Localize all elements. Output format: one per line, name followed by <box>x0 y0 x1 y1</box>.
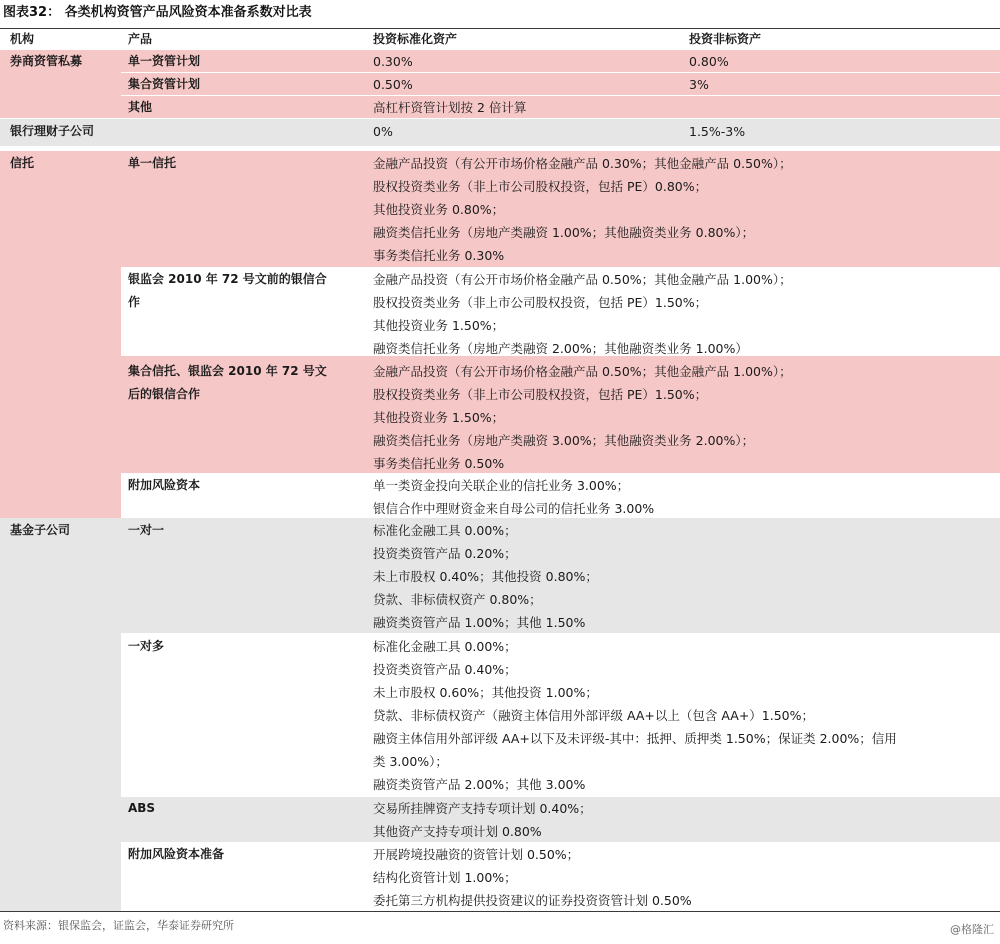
product-trust-pre72-cont: 作 <box>128 295 141 309</box>
trust-post72-line: 事务类信托业务 0.50% <box>373 456 505 471</box>
fund-one-to-one-line: 未上市股权 0.40%；其他投资 0.80%； <box>373 569 598 584</box>
fund-one-to-many-line: 融资类资管产品 2.00%；其他 3.00% <box>373 777 586 792</box>
value-broker-single-std: 0.30% <box>373 54 413 69</box>
table-bottom-rule <box>0 911 1000 912</box>
trust-single-line: 事务类信托业务 0.30% <box>373 248 505 263</box>
product-trust-post72-cont: 后的银信合作 <box>128 387 201 401</box>
trust-pre72-line: 股权投资类业务（非上市公司股权投资，包括 PE）1.50%； <box>373 295 708 310</box>
institution-fund: 基金子公司 <box>10 523 71 537</box>
trust-pre72-line: 融资类信托业务（房地产类融资 2.00%；其他融资类业务 1.00%） <box>373 341 748 356</box>
header-product: 产品 <box>128 32 153 46</box>
value-broker-other-note: 高杠杆资管计划按 2 倍计算 <box>373 100 527 115</box>
trust-post72-line: 融资类信托业务（房地产类融资 3.00%；其他融资类业务 2.00%）； <box>373 433 755 448</box>
table-caption: 图表32： 各类机构资管产品风险资本准备系数对比表 <box>3 5 312 20</box>
value-bank-nonstd: 1.5%-3% <box>689 124 746 139</box>
fund-abs-line: 其他资产支持专项计划 0.80% <box>373 824 542 839</box>
product-broker-collective: 集合资管计划 <box>128 77 201 91</box>
trust-pre72-line: 其他投资业务 1.50%； <box>373 318 505 333</box>
fund-one-to-one-line: 融资类资管产品 1.00%；其他 1.50% <box>373 615 586 630</box>
product-fund-one-to-many: 一对多 <box>128 639 165 653</box>
fund-one-to-many-line: 贷款、非标债权资产（融资主体信用外部评级 AA+以上（包含 AA+）1.50%； <box>373 708 815 723</box>
fund-one-to-one-line: 标准化金融工具 0.00%； <box>373 523 517 538</box>
product-trust-pre72: 银监会 2010 年 72 号文前的银信合 <box>128 272 327 286</box>
trust-post72-line: 金融产品投资（有公开市场价格金融产品 0.50%；其他金融产品 1.00%）； <box>373 364 792 379</box>
institution-trust: 信托 <box>10 156 35 170</box>
trust-single-line: 其他投资业务 0.80%； <box>373 202 505 217</box>
trust-pre72-line: 金融产品投资（有公开市场价格金融产品 0.50%；其他金融产品 1.00%）； <box>373 272 792 287</box>
fund-addon-line: 结构化资管计划 1.00%； <box>373 870 517 885</box>
product-trust-post72: 集合信托、银监会 2010 年 72 号文 <box>128 364 327 378</box>
fund-one-to-many-line: 未上市股权 0.60%；其他投资 1.00%； <box>373 685 598 700</box>
trust-single-line: 融资类信托业务（房地产类融资 1.00%；其他融资类业务 0.80%）； <box>373 225 755 240</box>
value-broker-collective-std: 0.50% <box>373 77 413 92</box>
trust-post72-line: 股权投资类业务（非上市公司股权投资，包括 PE）1.50%； <box>373 387 708 402</box>
fund-addon-line: 开展跨境投融资的资管计划 0.50%； <box>373 847 580 862</box>
product-trust-addon: 附加风险资本 <box>128 478 201 492</box>
institution-bank: 银行理财子公司 <box>10 124 95 138</box>
value-bank-std: 0% <box>373 124 393 139</box>
source-note: 资料来源：银保监会，证监会，华泰证券研究所 <box>3 919 234 932</box>
trust-single-line: 金融产品投资（有公开市场价格金融产品 0.30%；其他金融产品 0.50%）； <box>373 156 792 171</box>
product-trust-single: 单一信托 <box>128 156 177 170</box>
fund-one-to-many-line: 投资类资管产品 0.40%； <box>373 662 517 677</box>
bank-section <box>0 119 1000 146</box>
trust-addon-line: 银信合作中理财资金来自母公司的信托业务 3.00% <box>373 501 655 516</box>
fund-one-to-one-line: 贷款、非标债权资产 0.80%； <box>373 592 542 607</box>
table-header <box>0 28 1000 51</box>
fund-one-to-one-line: 投资类资管产品 0.20%； <box>373 546 517 561</box>
trust-post72-line: 其他投资业务 1.50%； <box>373 410 505 425</box>
product-fund-one-to-one: 一对一 <box>128 523 165 537</box>
fund-addon-line: 委托第三方机构提供投资建议的证券投资资管计划 0.50% <box>373 893 692 908</box>
trust-addon-line: 单一类资金投向关联企业的信托业务 3.00%； <box>373 478 630 493</box>
fund-one-to-many-line: 标准化金融工具 0.00%； <box>373 639 517 654</box>
value-broker-collective-nonstd: 3% <box>689 77 709 92</box>
product-broker-other: 其他 <box>128 100 153 114</box>
product-fund-addon: 附加风险资本准备 <box>128 847 225 861</box>
header-nonstandard-assets: 投资非标资产 <box>689 32 762 46</box>
watermark: @格隆汇 <box>950 923 994 936</box>
institution-broker: 券商资管私募 <box>10 54 83 68</box>
value-broker-single-nonstd: 0.80% <box>689 54 729 69</box>
fund-one-to-many-line: 融资主体信用外部评级 AA+以下及未评级-其中：抵押、质押类 1.50%；保证类 2.00%；信用 <box>373 731 897 746</box>
trust-single-line: 股权投资类业务（非上市公司股权投资，包括 PE）0.80%； <box>373 179 708 194</box>
header-institution: 机构 <box>10 32 35 46</box>
product-fund-abs: ABS <box>128 801 156 815</box>
header-standard-assets: 投资标准化资产 <box>373 32 458 46</box>
fund-abs-line: 交易所挂牌资产支持专项计划 0.40%； <box>373 801 592 816</box>
fund-one-to-many-line: 类 3.00%）； <box>373 754 448 769</box>
product-broker-single: 单一资管计划 <box>128 54 201 68</box>
